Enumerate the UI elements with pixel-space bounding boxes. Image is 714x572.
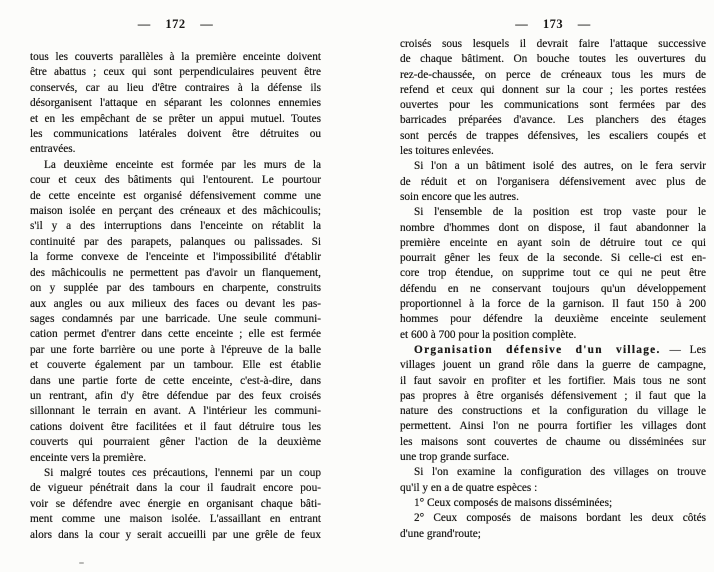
text-line: croisés sous lesquels il devrait faire l'attaque successive [400,38,706,50]
text-line: couverts qui pourraient gêner l'action de la deuxième [30,436,321,449]
text-line: par une forte barrière ou une porte à l'épreuve de la balle [30,343,321,356]
text-line: conservés, car au lieu d'être contraires à la défense ils [30,81,321,94]
text-line: de cette enceinte est organisé défensivement comme une [30,189,321,202]
text-line: Si l'on a un bâtiment isolé des autres, on le fera servir [414,160,706,173]
text-line: entravées. [30,143,76,156]
text-line: ment comme une maison isolée. L'assaillant en entrant [30,513,321,526]
text-line: 2° Ceux composés de maisons bordant les deux côtés [414,512,706,525]
text-line: aux angles ou aux milieux des faces ou devant les pas- [30,297,321,310]
text-line: dans une partie forte de cette enceinte, c'est-à-dire, dans [30,374,321,387]
text-line: sillonnant le terrain en avant. A l'intérieur les communi- [30,405,321,418]
text-line: et 600 à 700 pour la position complète. [400,328,577,341]
text-line: de chaque bâtiment. On bouche toutes les ouvertures du [400,53,706,66]
text-line: permettent. Ainsi l'on ne pourra fortifier les villages dont [400,420,706,433]
text-line: La deuxième enceinte est formée par les murs de la [44,158,321,171]
text-line: et couverte également par un tambour. Elle est établie [30,359,321,372]
page-number: — 172 — [137,17,214,31]
text-line: Organisation défensive d'un village. — Les [414,343,706,356]
scan-artifact [79,562,84,564]
text-line: cations doivent être facilitées et il faut détruire tous les [30,420,321,433]
text-line: on y supplée par des tambours en charpente, construits [30,282,321,295]
text-line: il faut savoir en profiter et les fortifier. Mais tous ne sont [400,374,706,387]
text-line: enceinte vers la première. [30,451,147,464]
text-line: de vigueur pénétrait dans la cour il faudrait encore pou- [30,482,321,495]
text-line: nature des constructions et la configuration du village le [400,405,706,418]
text-line: qu'il y en a de quatre espèces : [400,481,538,494]
text-line: tous les couverts parallèles à la première enceinte doivent [30,51,321,63]
text-line: une trop grande surface. [400,451,510,464]
text-line: de réduit et on l'organisera défensivement avec plus de [400,175,706,188]
page-number: — 173 — [515,17,591,31]
text-line: première enceinte en ayant soin de détruire tout ce qui [400,236,706,249]
text-line: refend et ceux qui donnent sur la cour ; les portes restées [400,83,706,96]
text-line: 1° Ceux composés de maisons disséminées; [414,496,613,509]
text-line: des mâchicoulis ne permettent pas d'avoir un flanquement, [30,266,321,279]
text-line: un rentrant, afin d'y être défendue par des feux croisés [30,389,321,402]
text-line: hommes pour défendre la deuxième enceinte seulement [400,313,706,326]
text-line: pourrait gêner les feux de la seconde. Si celle-ci est en- [400,252,706,265]
text-line: cour et ceux des bâtiments qui l'entourent. Le pourtour [30,174,321,187]
text-line: désorganisent l'attaque en séparant les colonnes ennemies [30,97,321,110]
text-line: barricades préparées d'avance. Les planchers des étages [400,114,706,127]
text-line: d'une grand'route; [400,527,481,540]
text-line: proportionnel à la force de la garnison. Il faut 150 à 200 [400,298,706,311]
text-line: les maisons sont couvertes de chaume ou disséminées sur [400,435,706,448]
text-line: maison isolée en perçant des créneaux et des mâchicoulis; [30,205,321,218]
text-line: villages jouent un grand rôle dans la guerre de campagne, [400,359,706,372]
text-line: et en les empêchant de se prêter un appui mutuel. Toutes [30,112,321,125]
text-line: cation permet d'entrer dans cette enceinte ; elle est fermée [30,328,321,341]
text-line: sages condamnés par une barricade. Une seule communi- [30,312,321,325]
text-line: Si malgré toutes ces précautions, l'ennemi par un coup [44,466,321,479]
text-line: s'il y a des interruptions dans l'enceinte on rétablit la [30,220,321,233]
text-line: Si l'on examine la configuration des villages on trouve [414,466,706,479]
text-line: être abattus ; ceux qui sont perpendiculaires peuvent être [30,66,321,79]
text-line: Si l'ensemble de la position est trop vaste pour le [414,206,706,219]
section-heading: Organisation défensive d'un village. [414,343,661,356]
text-block [30,50,321,543]
text-line: rez-de-chaussée, on perce de créneaux tous les murs de [400,68,706,81]
text-line: les toitures enlevées. [400,145,494,158]
text-line: sont percés de trappes défensives, les escaliers coupés et [400,129,706,142]
text-line: continuité par des parapets, palanques ou palissades. Si [30,235,321,248]
text-line: core trop étendue, on supprime tout ce qui ne peut être [400,267,706,280]
text-line: alors dans la cour y serait accueilli par une grêle de feux [30,528,321,541]
text-line: les communications latérales doivent être détruites ou [30,128,321,141]
text-line: ouvertes pour les communications sont fermées par des [400,99,706,112]
page-173 [357,0,714,572]
text-line: pas propres à être organisés défensivement ; il faut que la [400,389,706,402]
text-line: voir se défendre avec énergie en organisant chaque bâti- [30,497,321,510]
text-line: soin encore que les autres. [400,190,519,203]
text-line: la forme convexe de l'enceinte et l'impossibilité d'établir [30,251,321,264]
text-line: défendu en ne conservant toujours qu'un développement [400,282,706,295]
text-line: nombre d'hommes dont on dispose, il faut abandonner la [400,221,706,234]
text-block [400,37,706,542]
